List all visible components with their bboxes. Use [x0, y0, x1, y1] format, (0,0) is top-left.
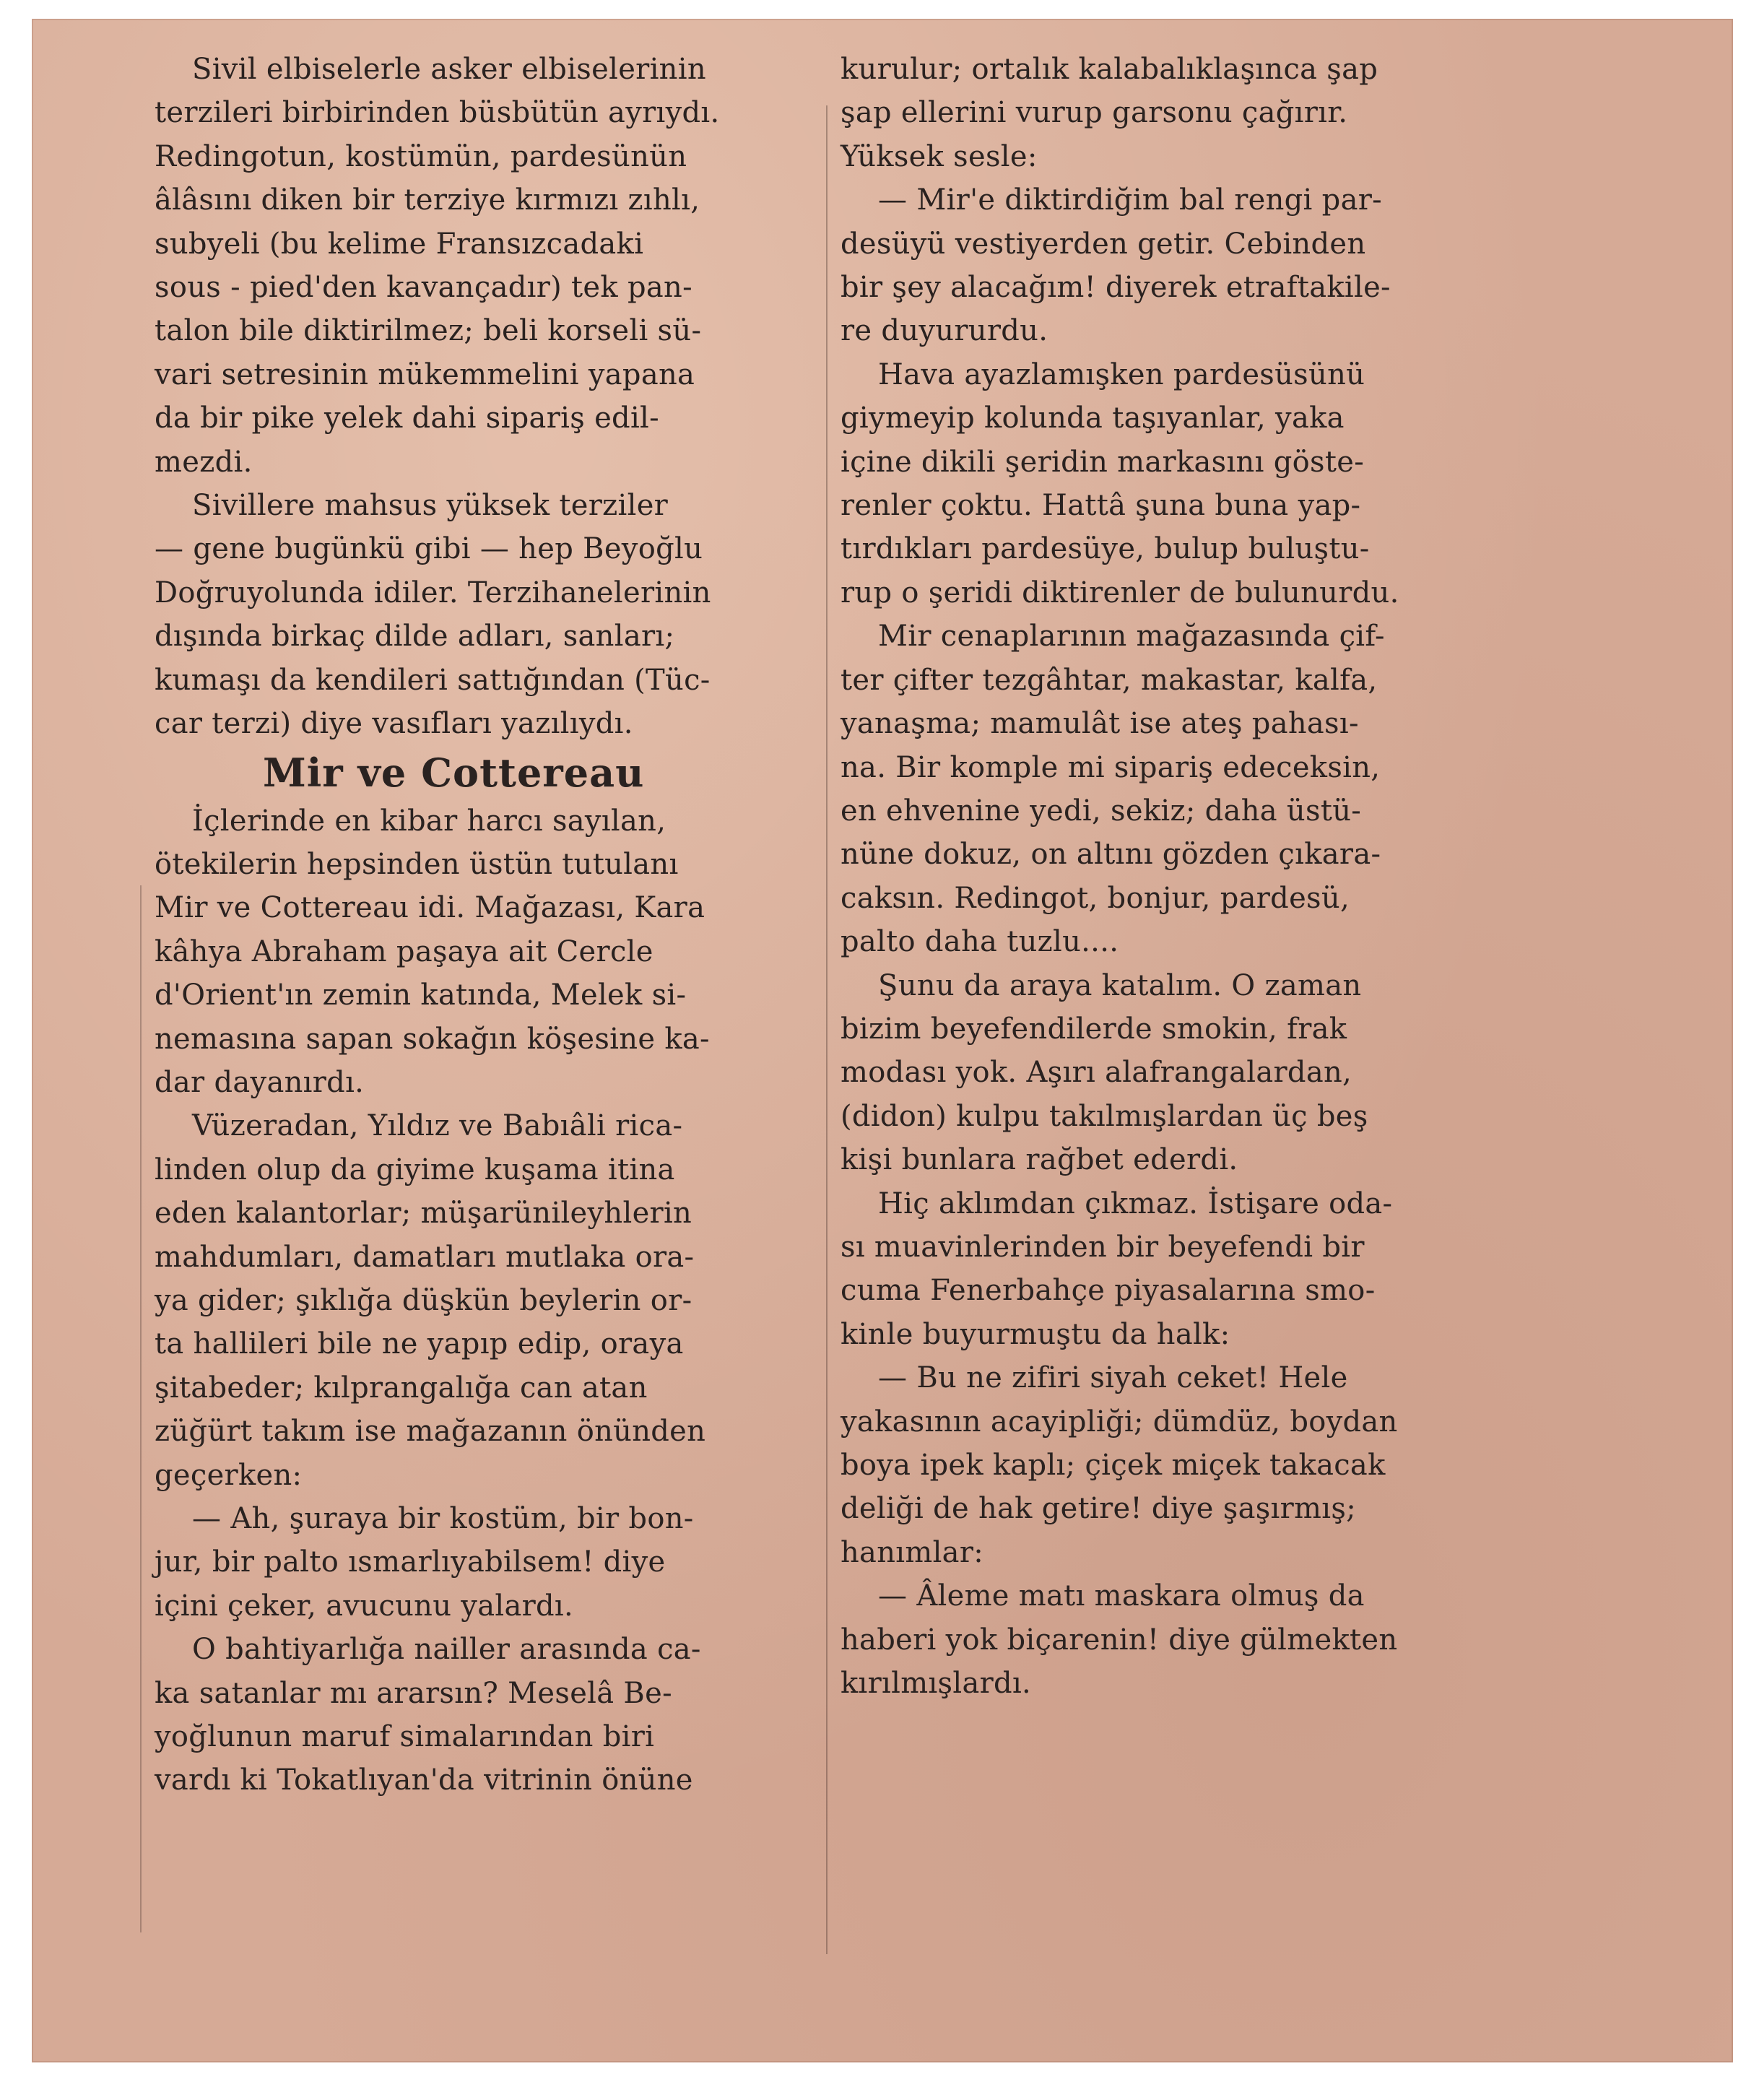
paragraph: Sivillere mahsus yüksek terziler — gene bugünkü gibi — hep Beyoğlu Doğruyolunda idiler. Terzihanelerinin dışında birkaç dilde adları, sanları; kumaşı da kendileri sattığından (Tüc- car terzi) diye vasıfları yazılıydı.	[155, 489, 711, 741]
left-column	[155, 48, 815, 1802]
paragraph: O bahtiyarlığa nailler arasında ca- ka satanlar mı ararsın? Meselâ Be- yoğlunun maruf simalarından biri vardı ki Tokatlıyan'da vitrinin önüne	[155, 1633, 701, 1797]
left-column-rule	[140, 885, 142, 1932]
paragraph: Sivil elbiselerle asker elbiselerinin terzileri birbirinden büsbütün ayrıydı. Redingotun, kostümün, pardesünün âlâsını diken bir terziye kırmızı zıhlı, subyeli (bu kelime Fransızcadaki sous - pied'den kavançadır) tek pan- talon bile diktirilmez; beli korseli sü- vari setresinin mükemmelini yapana da bir pike yelek dahi sipariş edil- mezdi.	[155, 53, 720, 479]
paragraph: — Âleme matı maskara olmuş da haberi yok biçarenin! diye gülmekten kırılmışlardı.	[841, 1579, 1398, 1701]
right-column	[841, 48, 1526, 1705]
paragraph: Mir cenaplarının mağazasında çif- ter çifter tezgâhtar, makastar, kalfa, yanaşma; mamulât ise ateş pahası- na. Bir komple mi sipariş edeceksin, en ehvenine yedi, sekiz; daha üstü- nüne dokuz, on altını gözden çıkara- caksın. Redingot, bonjur, pardesü, palto daha tuzlu....	[841, 620, 1385, 959]
paragraph: İçlerinde en kibar harcı sayılan, ötekilerin hepsinden üstün tutulanı Mir ve Cottereau idi. Mağazası, Kara kâhya Abraham paşaya ait Cercle d'Orient'ın zemin katında, Melek si- nemasına sapan sokağın köşesine ka- dar dayanırdı.	[155, 804, 710, 1099]
paragraph: — Ah, şuraya bir kostüm, bir bon- jur, bir palto ısmarlıyabilsem! diye içini çeker, avucunu yalardı.	[155, 1502, 694, 1623]
paragraph: Hava ayazlamışken pardesüsünü giymeyip kolunda taşıyanlar, yaka içine dikili şeridin markasını göste- renler çoktu. Hattâ şuna buna yap- tırdıkları pardesüye, bulup buluştu- rup o şeridi diktirenler de bulunurdu.	[841, 357, 1399, 609]
paragraph: kurulur; ortalık kalabalıklaşınca şap şap ellerini vurup garsonu çağırır. Yüksek sesle:	[841, 53, 1378, 173]
paragraph: — Mir'e diktirdiğim bal rengi par- desüyü vestiyerden getir. Cebinden bir şey alacağım! diyerek etraftakile- re duyururdu.	[841, 183, 1391, 348]
paragraph: Şunu da araya katalım. O zaman bizim beyefendilerde smokin, frak modası yok. Aşırı alafrangalardan, (didon) kulpu takılmışlardan üç beş kişi bunlara rağbet ederdi.	[841, 968, 1368, 1177]
paragraph: — Bu ne zifiri siyah ceket! Hele yakasının acayipliği; dümdüz, boydan boya ipek kaplı; çiçek miçek takacak deliği de hak getire! diye şaşırmış; hanımlar:	[841, 1361, 1398, 1569]
column-divider	[826, 105, 828, 1954]
paragraph: Hiç aklımdan çıkmaz. İstişare oda- sı muavinlerinden bir beyefendi bir cuma Fenerbahçe piyasalarına smo- kinle buyurmuştu da halk:	[841, 1186, 1393, 1351]
newspaper-clipping	[32, 19, 1733, 2062]
paragraph: Vüzeradan, Yıldız ve Babıâli rica- linden olup da giyime kuşama itina eden kalantorlar; müşarünileyhlerin mahdumları, damatları mutlaka ora- ya gider; şıklığa düşkün beylerin or- ta hallileri bile ne yapıp edip, oraya şitabeder; kılprangalığa can atan züğürt takım ise mağazanın önünden geçerken:	[155, 1109, 706, 1492]
section-heading: Mir ve Cottereau	[263, 749, 645, 796]
